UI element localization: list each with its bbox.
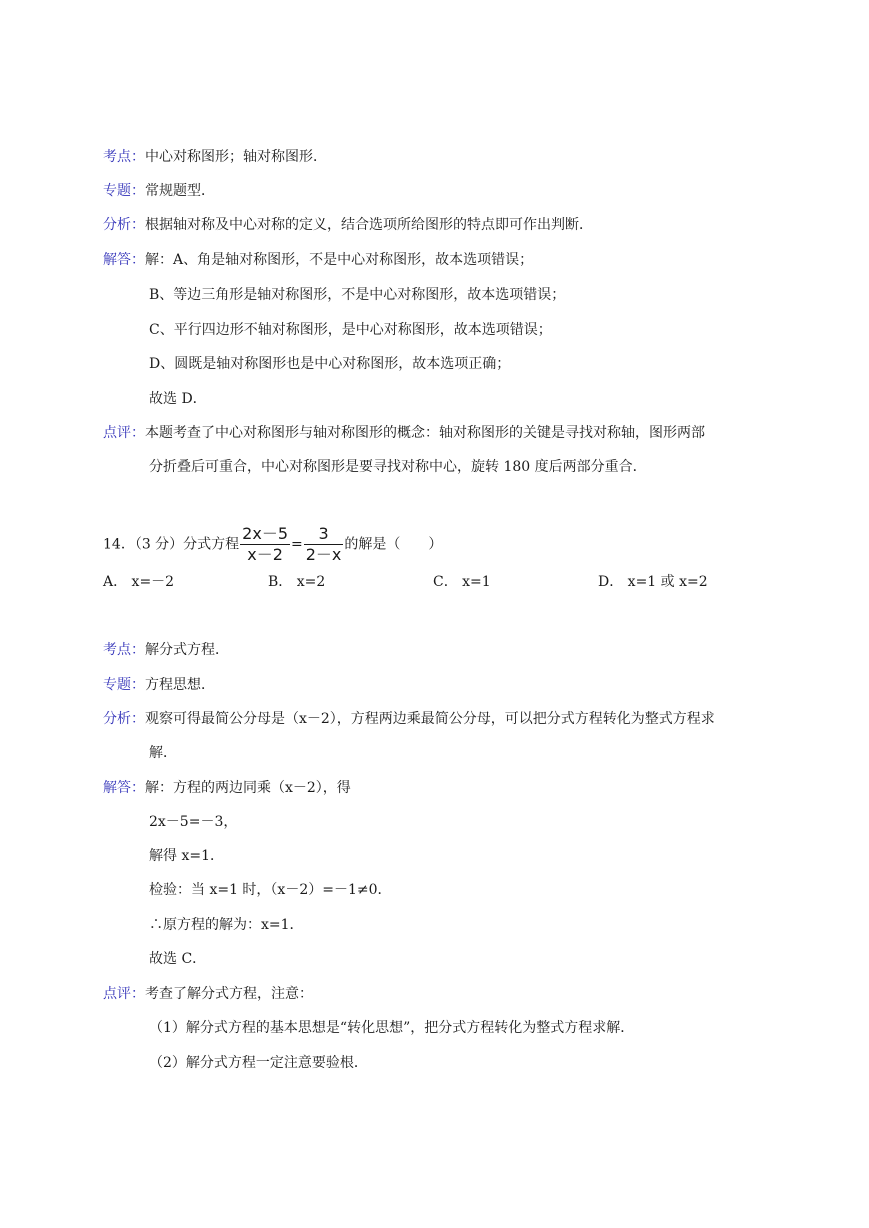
q14-jieda-row — [103, 778, 351, 798]
q14-fenxi-line: 解． — [149, 745, 177, 761]
zhuanti-label: 专题： — [103, 677, 145, 693]
q14-jieda-line: 检验：当 x=1 时，（x－2）=－1≠0． — [149, 882, 392, 898]
q13-kaodian-text: 中心对称图形；轴对称图形． — [145, 149, 327, 165]
q13-jieda-line: D、圆既是轴对称图形也是中心对称图形，故本选项正确； — [149, 356, 511, 372]
equals-sign: = — [291, 536, 303, 553]
q13-jieda-line: C、平行四边形不轴对称图形，是中心对称图形，故本选项错误； — [149, 322, 552, 338]
q14-dianping-row — [103, 984, 313, 1004]
option-b: B． x=2 — [268, 574, 326, 590]
kaodian-label: 考点： — [103, 642, 145, 658]
q14-jieda-line: ∴原方程的解为：x=1． — [149, 917, 304, 933]
q13-jieda-line: 解：A、角是轴对称图形，不是中心对称图形，故本选项错误； — [145, 252, 534, 268]
q14-stem — [103, 525, 442, 564]
q14-kaodian-text: 解分式方程． — [145, 642, 229, 658]
fraction-right-numerator: 3 — [304, 525, 344, 545]
q13-dianping-line: 分折叠后可重合，中心对称图形是要寻找对称中心，旋转 180 度后两部分重合． — [149, 459, 647, 475]
q13-jieda-line: 故选 D． — [149, 391, 207, 407]
jieda-label: 解答： — [103, 780, 145, 796]
q14-jieda-line: 2x－5=－3， — [149, 814, 238, 830]
q13-jieda-line: B、等边三角形是轴对称图形，不是中心对称图形，故本选项错误； — [149, 287, 566, 303]
q14-zhuanti-row — [103, 675, 215, 695]
dianping-label: 点评： — [103, 425, 145, 441]
fraction-right — [304, 525, 344, 564]
q13-zhuanti-row — [103, 181, 215, 201]
dianping-label: 点评： — [103, 986, 145, 1002]
zhuanti-label: 专题： — [103, 183, 145, 199]
q14-dianping-line: 考查了解分式方程，注意： — [145, 986, 313, 1002]
q13-dianping-line: 本题考查了中心对称图形与轴对称图形的概念：轴对称图形的关键是寻找对称轴，图形两部 — [145, 425, 705, 441]
fenxi-label: 分析： — [103, 217, 145, 233]
q14-dianping-line: （1）解分式方程的基本思想是“转化思想”，把分式方程转化为整式方程求解． — [149, 1020, 635, 1036]
jieda-label: 解答： — [103, 252, 145, 268]
fraction-left — [240, 525, 290, 564]
option-a: A． x=－2 — [103, 574, 175, 590]
q14-fenxi-row — [103, 709, 715, 729]
q14-dianping-line: （2）解分式方程一定注意要验根． — [149, 1055, 368, 1071]
q14-zhuanti-text: 方程思想． — [145, 677, 215, 693]
q14-jieda-line: 解：方程的两边同乘（x－2），得 — [145, 780, 351, 796]
q13-jieda-row — [103, 250, 533, 270]
option-c: C． x=1 — [433, 574, 491, 590]
q14-kaodian-row — [103, 640, 229, 660]
fraction-right-denominator: 2－x — [305, 545, 342, 564]
option-d: D． x=1 或 x=2 — [598, 574, 708, 590]
q13-dianping-row — [103, 423, 705, 443]
fenxi-label: 分析： — [103, 711, 145, 727]
fraction-left-denominator: x－2 — [247, 545, 283, 564]
kaodian-label: 考点： — [103, 149, 145, 165]
q13-fenxi-row — [103, 215, 593, 235]
fraction-left-numerator: 2x－5 — [242, 524, 289, 543]
q14-jieda-line: 解得 x=1． — [149, 848, 224, 864]
q13-kaodian-row — [103, 147, 327, 167]
q14-jieda-line: 故选 C． — [149, 951, 207, 967]
q14-prefix: 14．（3 分）分式方程 — [103, 536, 240, 553]
q14-fenxi-line: 观察可得最简公分母是（x－2），方程两边乘最简公分母，可以把分式方程转化为整式方程求 — [145, 711, 715, 727]
q13-fenxi-text: 根据轴对称及中心对称的定义，结合选项所给图形的特点即可作出判断． — [145, 217, 593, 233]
q14-suffix: 的解是（ ） — [344, 536, 443, 553]
q13-zhuanti-text: 常规题型． — [145, 183, 215, 199]
